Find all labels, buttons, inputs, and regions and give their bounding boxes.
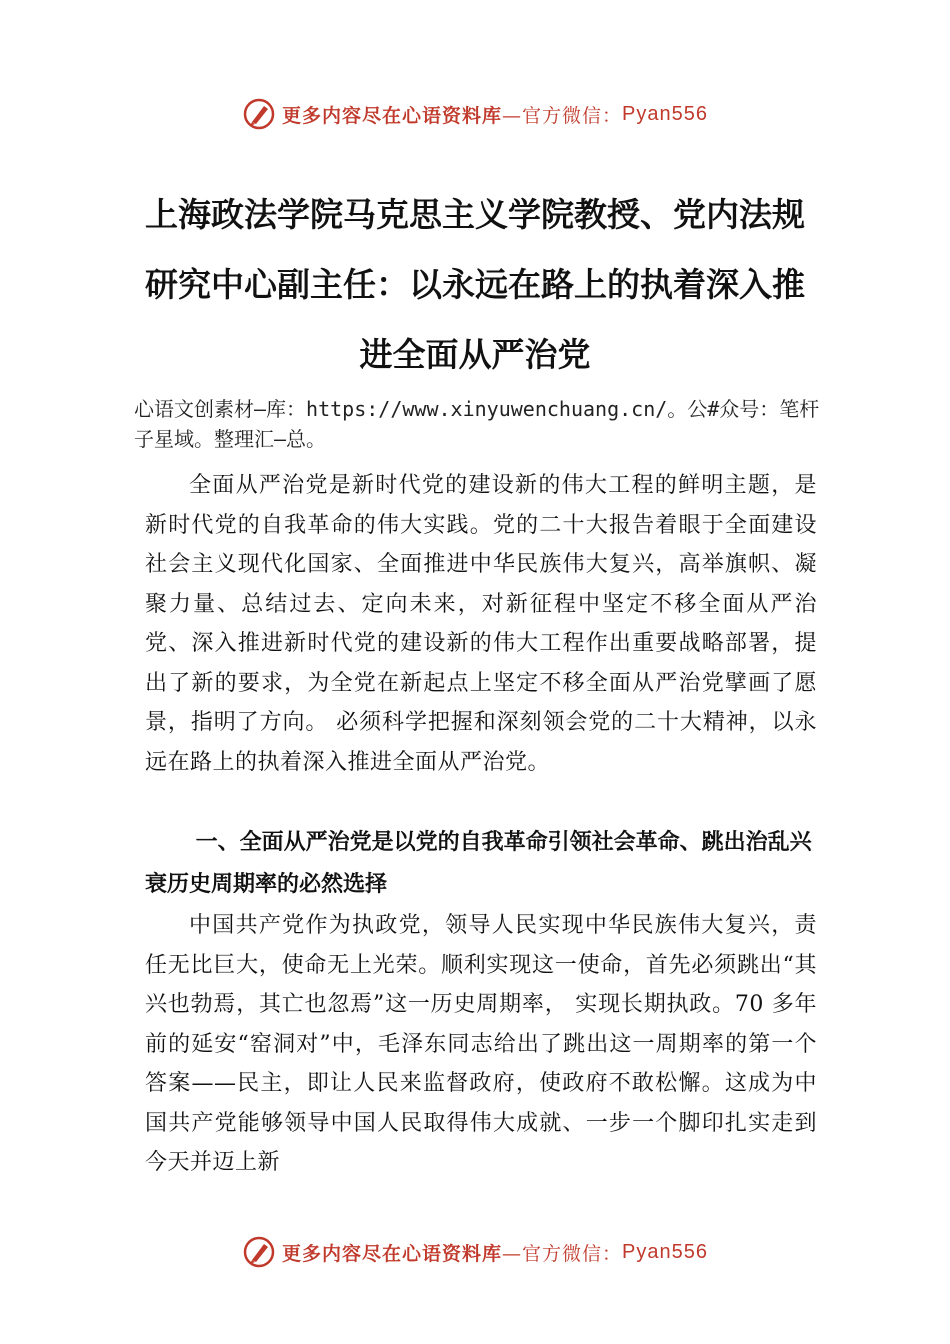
pen-logo-icon <box>242 1235 276 1269</box>
wechat-id: Pyan556 <box>622 1240 708 1263</box>
header-watermark <box>0 94 950 134</box>
pen-logo-icon <box>242 97 276 131</box>
source-note: 心语文创素材—库：https://www.xinyuwenchuang.cn/。公#众号：笔杆子星域。整理汇—总。 <box>134 397 820 451</box>
brand-separator: —官方微信： <box>502 1242 623 1265</box>
footer-watermark <box>0 1232 950 1272</box>
section-heading-1: 一、全面从严治党是以党的自我革命引领社会革命、跳出治乱兴衰历史周期率的必然选择 <box>145 830 812 897</box>
page-title: 上海政法学院马克思主义学院教授、党内法规研究中心副主任：以永远在路上的执着深入推进全面从严治党 <box>145 195 805 374</box>
brand-text: 更多内容尽在心语资料库 <box>282 1242 503 1265</box>
brand-separator: —官方微信： <box>502 104 623 127</box>
wechat-id: Pyan556 <box>622 102 708 125</box>
paragraph-2: 中国共产党作为执政党，领导人民实现中华民族伟大复兴，责任无比巨大，使命无上光荣。顺利实现这一使命，首先必须跳出“其兴也勃焉，其亡也忽焉”这一历史周期率， 实现长期执政。70 多年前的延安“窑洞对”中，毛泽东同志给出了跳出这一周期率的第一个答案——民主，即让人民来监督政府，使政府不敢松懈。这成为中国共产党能够领导中国人民取得伟大成就、一步一个脚印扎实走到今天并迈上新 <box>145 913 817 1175</box>
paragraph-1: 全面从严治党是新时代党的建设新的伟大工程的鲜明主题，是新时代党的自我革命的伟大实践。党的二十大报告着眼于全面建设社会主义现代化国家、全面推进中华民族伟大复兴，高举旗帜、凝聚力量、总结过去、定向未来，对新征程中坚定不移全面从严治党、深入推进新时代党的建设新的伟大工程作出重要战略部署，提出了新的要求，为全党在新起点上坚定不移全面从严治党擘画了愿景，指明了方向。 必须科学把握和深刻领会党的二十大精神，以永远在路上的执着深入推进全面从严治党。 <box>145 473 817 775</box>
brand-text: 更多内容尽在心语资料库 <box>282 104 503 127</box>
